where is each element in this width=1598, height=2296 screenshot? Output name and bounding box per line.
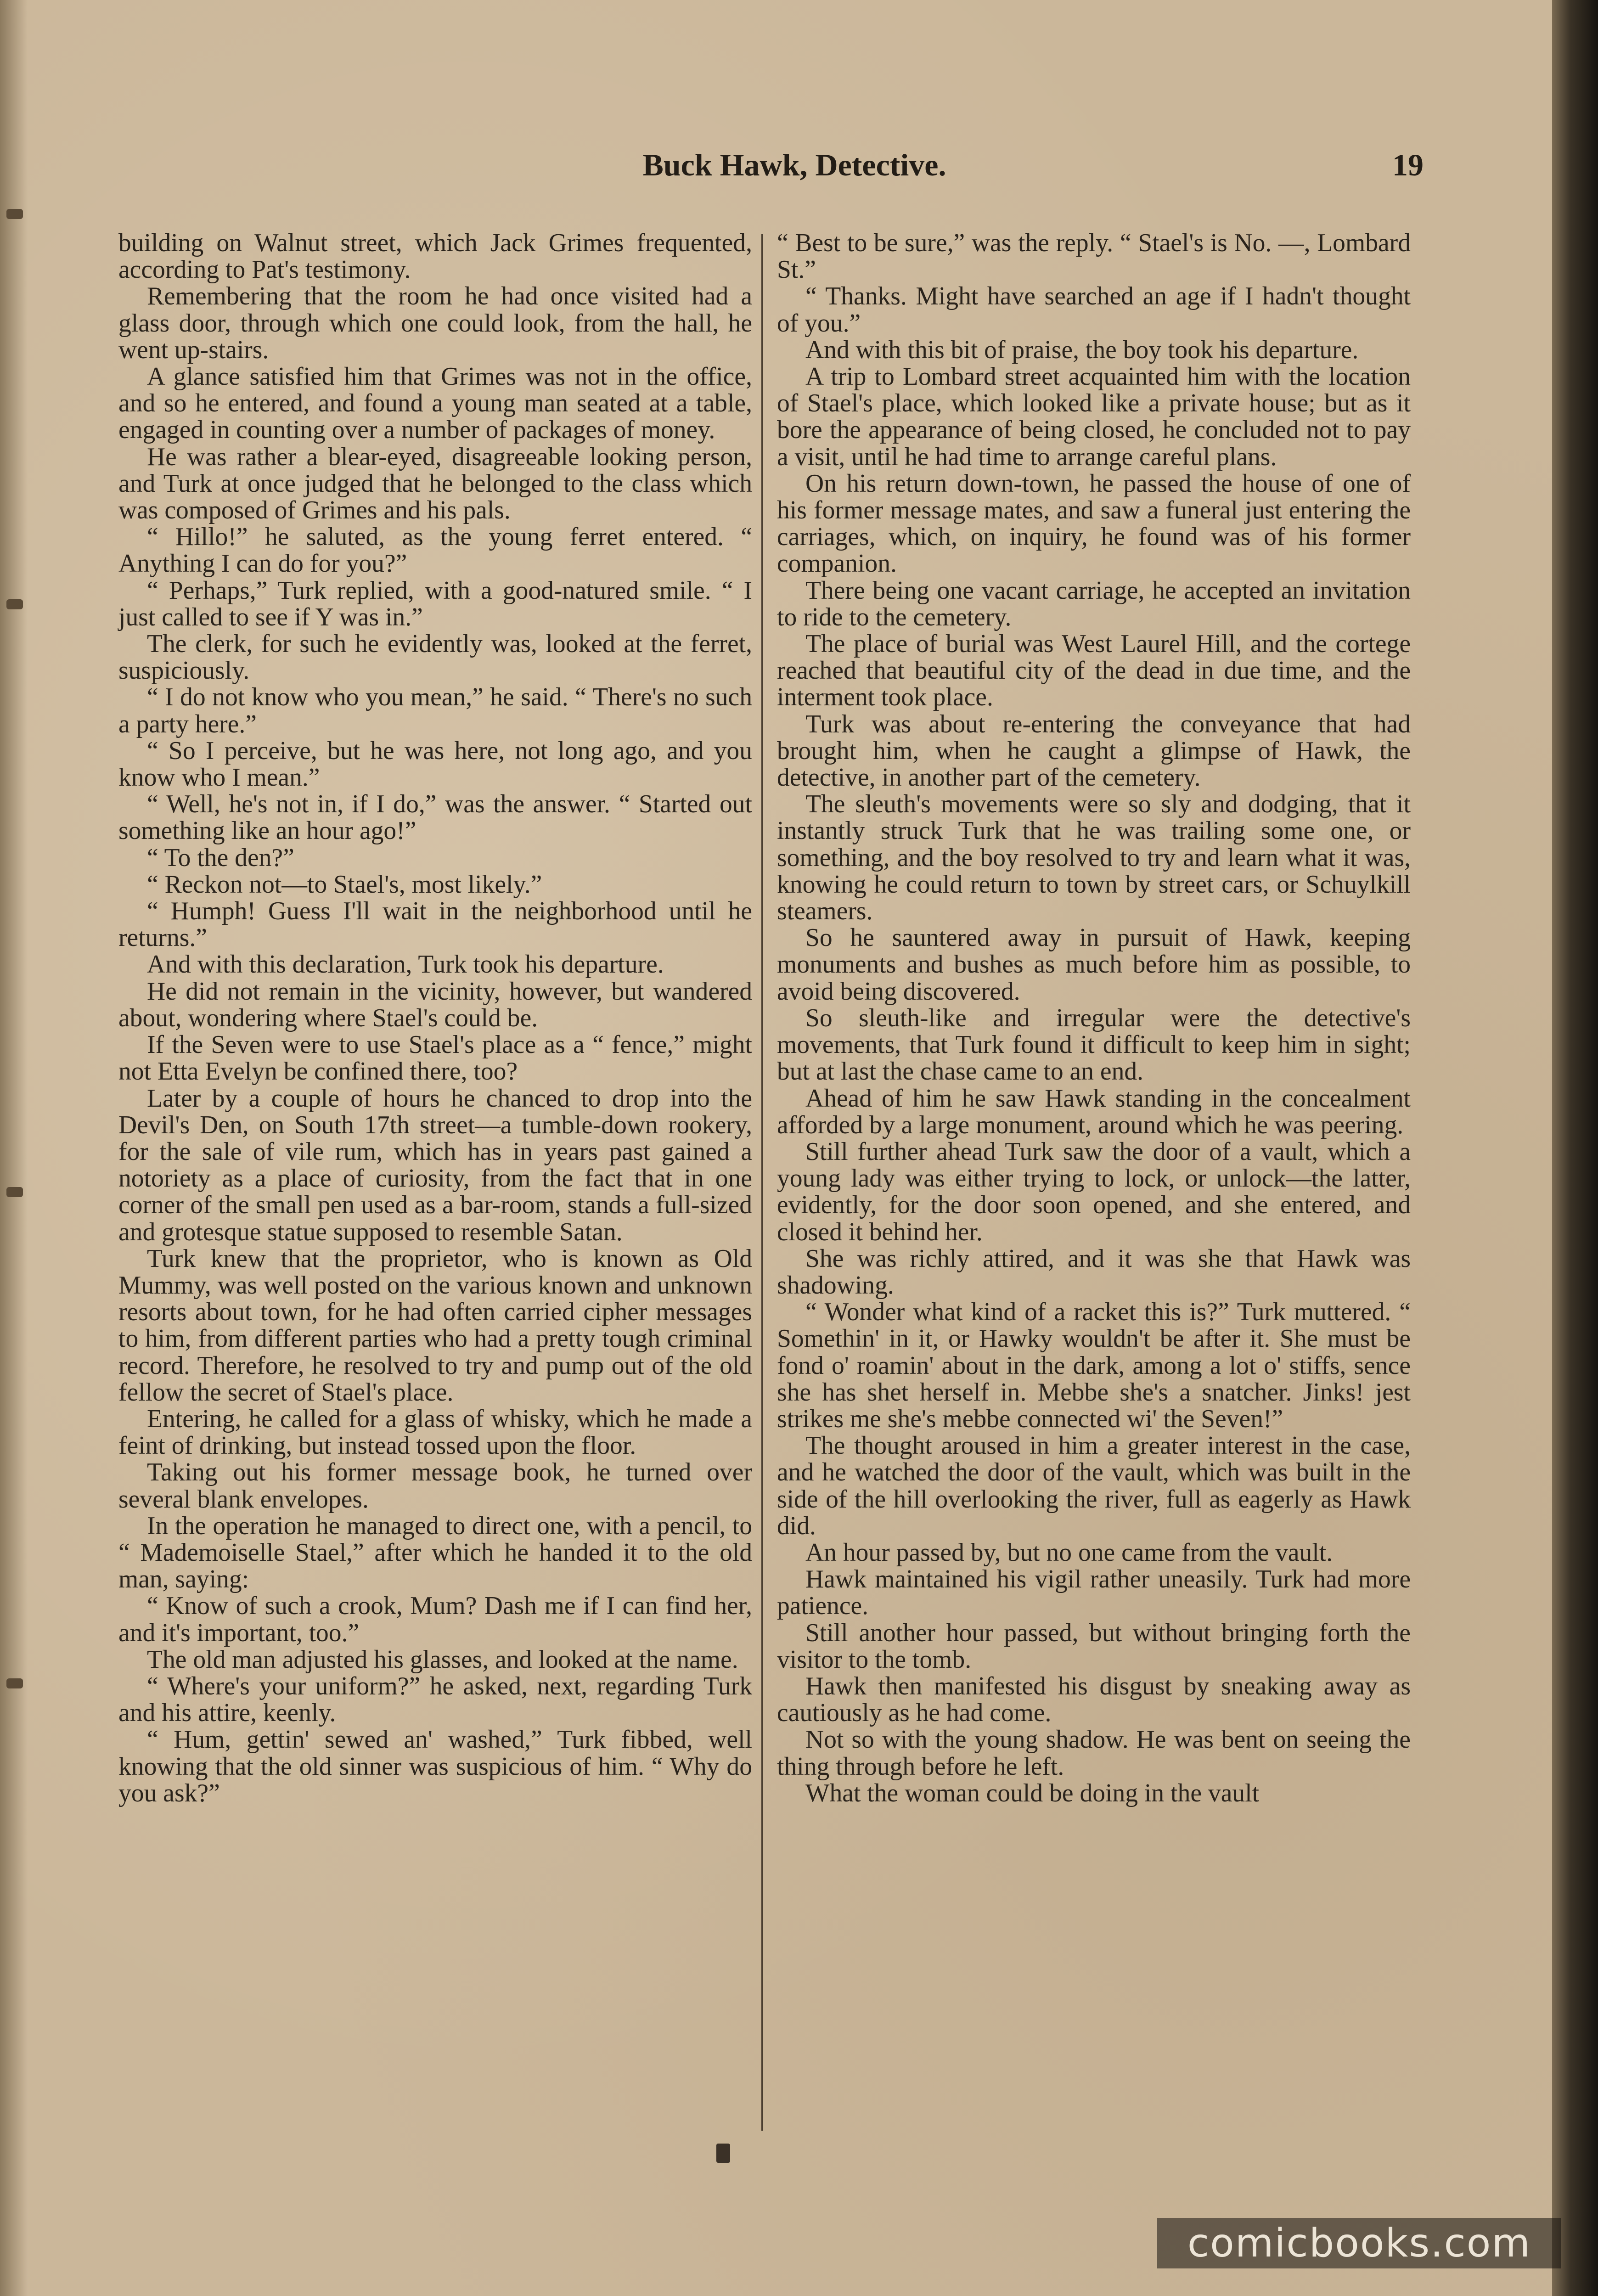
paragraph: If the Seven were to use Stael's place as a “ fence,” might not Etta Evelyn be confined there, too? xyxy=(118,1030,752,1086)
paragraph: On his return down-town, he passed the house of one of his former message mates, and saw a funeral just entering the carriages, which, on inquiry, he found was of his former companion. xyxy=(777,469,1411,578)
paragraph: So he sauntered away in pursuit of Hawk, keeping monuments and bushes as much before him as possible, to avoid being discovered. xyxy=(777,923,1411,1006)
paragraph: Entering, he called for a glass of whisky, which he made a feint of drinking, but instead tossed upon the floor. xyxy=(118,1404,752,1460)
page-number: 19 xyxy=(1392,147,1424,182)
paragraph: Remembering that the room he had once visited had a glass door, through which one could look, from the hall, he went up-stairs. xyxy=(118,282,752,364)
paragraph: “ Where's your uniform?” he asked, next, regarding Turk and his attire, keenly. xyxy=(118,1671,752,1728)
column-divider xyxy=(761,234,763,2131)
page-gutter xyxy=(0,0,28,2296)
binding-mark xyxy=(6,599,23,609)
paragraph: “ I do not know who you mean,” he said. “ There's no such a party here.” xyxy=(118,683,752,738)
paragraph: “ Well, he's not in, if I do,” was the answer. “ Started out something like an hour ago!” xyxy=(118,790,752,845)
paragraph: Turk knew that the proprietor, who is known as Old Mummy, was well posted on the various known and unknown resorts about town, for he had often carried cipher messages to him, from different parties who had a pretty tough criminal record. Therefore, he resolved to try and pump out of the old fellow the secret of Stael's place. xyxy=(118,1244,752,1407)
paragraph: She was richly attired, and it was she that Hawk was shadowing. xyxy=(777,1244,1411,1300)
paragraph: “ Humph! Guess I'll wait in the neighborhood until he returns.” xyxy=(118,897,752,952)
paragraph: building on Walnut street, which Jack Grimes frequented, according to Pat's testimony. xyxy=(118,229,752,284)
paragraph: “ Wonder what kind of a racket this is?” Turk muttered. “ Somethin' in it, or Hawky wouldn't be after it. She must be fond o' roamin' about in the dark, among a lot o' stiffs, sence she has shet herself in. Mebbe she's a snatcher. Jinks! jest strikes me she's mebbe connected wi' the Seven!” xyxy=(777,1298,1411,1433)
paragraph: The thought aroused in him a greater interest in the case, and he watched the door of the vault, which was built in the side of the hill overlooking the river, full as eagerly as Hawk did. xyxy=(777,1431,1411,1540)
footer-ornament xyxy=(716,2144,730,2163)
paragraph: Not so with the young shadow. He was bent on seeing the thing through before he left. xyxy=(777,1725,1411,1781)
paragraph: He was rather a blear-eyed, disagreeable looking person, and Turk at once judged that he belonged to the class which was composed of Grimes and his pals. xyxy=(118,442,752,525)
paragraph: The old man adjusted his glasses, and looked at the name. xyxy=(147,1645,738,1674)
paragraph: There being one vacant carriage, he accepted an invitation to ride to the cemetery. xyxy=(777,576,1411,631)
paragraph: The place of burial was West Laurel Hill, and the cortege reached that beautiful city of the dead in due time, and the interment took place. xyxy=(777,630,1411,712)
paragraph: “ Know of such a crook, Mum? Dash me if I can find her, and it's important, too.” xyxy=(118,1592,752,1647)
paragraph: The sleuth's movements were so sly and dodging, that it instantly struck Turk that he was trailing some one, or something, and the boy resolved to try and learn what it was, knowing he could return to town by street cars, or Schuylkill steamers. xyxy=(777,790,1411,926)
right-text-column xyxy=(777,230,1411,1806)
paragraph: Turk was about re-entering the conveyance that had brought him, when he caught a glimpse of Hawk, the detective, in another part of the cemetery. xyxy=(777,709,1411,792)
paragraph: “ Perhaps,” Turk replied, with a good-natured smile. “ I just called to see if Y was in.” xyxy=(118,576,752,631)
paragraph: “ Reckon not—to Stael's, most likely.” xyxy=(147,870,542,899)
paragraph: Later by a couple of hours he chanced to drop into the Devil's Den, on South 17th street—a tumble-down rookery, for the sale of vile rum, which has in years past gained a notoriety as a place of curiosity, from the fact that in one corner of the small pen used as a bar-room, stands a full-sized and grotesque statue supposed to resemble Satan. xyxy=(118,1084,752,1246)
paragraph: In the operation he managed to direct one, with a pencil, to “ Mademoiselle Stael,” after which he handed it to the old man, saying: xyxy=(118,1511,752,1594)
paragraph: And with this declaration, Turk took his departure. xyxy=(147,950,664,979)
running-header-title: Buck Hawk, Detective. xyxy=(642,147,946,182)
paragraph: An hour passed by, but no one came from the vault. xyxy=(805,1538,1333,1567)
paragraph: Still further ahead Turk saw the door of a vault, which a young lady was either trying to lock, or unlock—the latter, evidently, for the door soon opened, and she entered, and closed it behind her. xyxy=(777,1137,1411,1246)
paragraph: What the woman could be doing in the vault xyxy=(805,1778,1260,1807)
paragraph: “ Hum, gettin' sewed an' washed,” Turk fibbed, well knowing that the old sinner was suspicious of him. “ Why do you ask?” xyxy=(118,1725,752,1807)
paragraph: And with this bit of praise, the boy took his departure. xyxy=(805,335,1359,364)
paragraph: He did not remain in the vicinity, however, but wandered about, wondering where Stael's could be. xyxy=(118,977,752,1032)
paragraph: “ Best to be sure,” was the reply. “ Stael's is No. —, Lombard St.” xyxy=(777,229,1411,284)
paragraph: “ Hillo!” he saluted, as the young ferret entered. “ Anything I can do for you?” xyxy=(118,523,752,578)
paragraph: A trip to Lombard street acquainted him with the location of Stael's place, which looked like a private house; but as it bore the appearance of being closed, he concluded not to pay a visit, until he had time to arrange careful plans. xyxy=(777,362,1411,471)
paragraph: Ahead of him he saw Hawk standing in the concealment afforded by a large monument, around which he was peering. xyxy=(777,1084,1411,1139)
paragraph: Hawk maintained his vigil rather uneasily. Turk had more patience. xyxy=(777,1565,1411,1621)
paragraph: A glance satisfied him that Grimes was not in the office, and so he entered, and found a young man seated at a table, engaged in counting over a number of packages of money. xyxy=(118,362,752,445)
binding-mark xyxy=(6,1678,23,1688)
paragraph: So sleuth-like and irregular were the detective's movements, that Turk found it difficult to keep him in sight; but at last the chase came to an end. xyxy=(777,1003,1411,1086)
watermark-text: comicbooks.com xyxy=(1157,2218,1561,2268)
page-edge-shadow xyxy=(1552,0,1598,2296)
paragraph: Taking out his former message book, he turned over several blank envelopes. xyxy=(118,1458,752,1514)
binding-mark xyxy=(6,209,23,219)
paragraph: The clerk, for such he evidently was, looked at the ferret, suspiciously. xyxy=(118,630,752,685)
paragraph: “ So I perceive, but he was here, not long ago, and you know who I mean.” xyxy=(118,736,752,792)
left-text-column xyxy=(118,230,752,1806)
paragraph: “ Thanks. Might have searched an age if I hadn't thought of you.” xyxy=(777,282,1411,338)
binding-mark xyxy=(6,1187,23,1197)
paragraph: Hawk then manifested his disgust by sneaking away as cautiously as he had come. xyxy=(777,1671,1411,1728)
paragraph: “ To the den?” xyxy=(147,843,294,872)
paragraph: Still another hour passed, but without bringing forth the visitor to the tomb. xyxy=(777,1618,1411,1674)
